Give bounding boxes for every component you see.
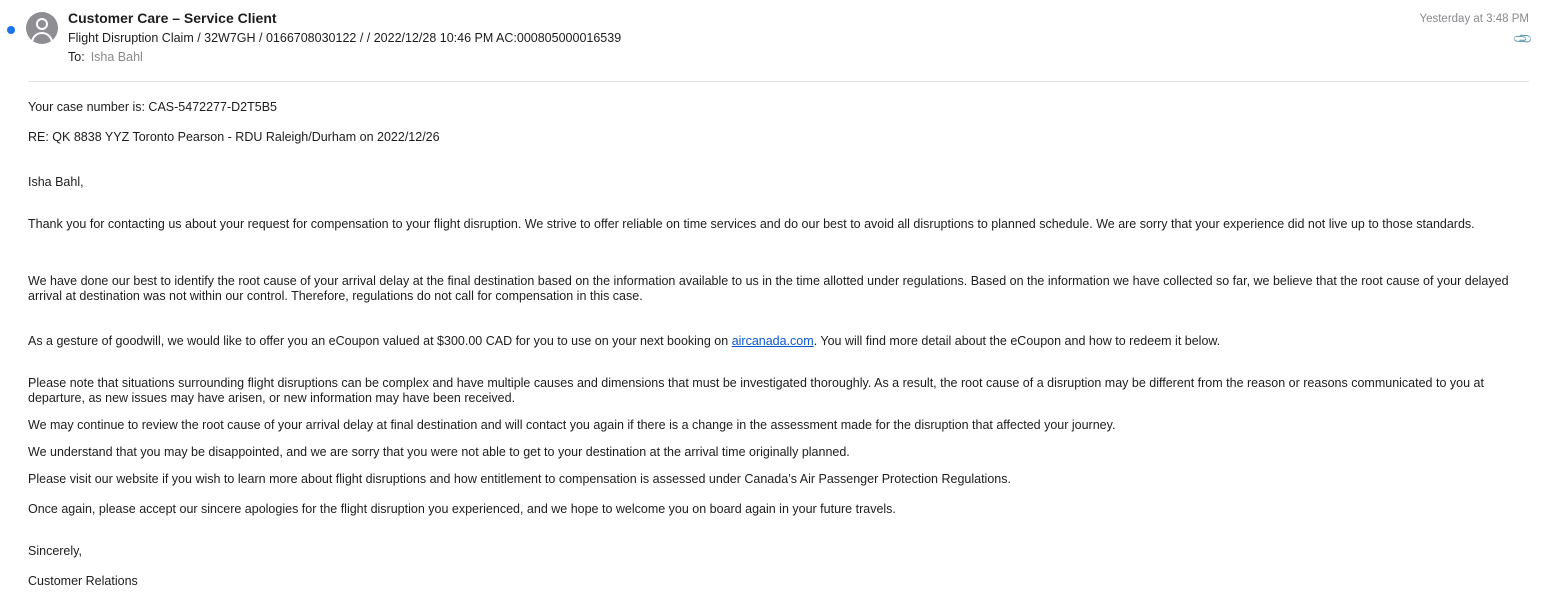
case-number: Your case number is: CAS-5472277-D2T5B5: [28, 100, 277, 114]
paragraph-6: We understand that you may be disappointed, and we are sorry that you were not able to get to your destination at the arrival time originally planned.: [28, 445, 850, 459]
signature: Customer Relations: [28, 574, 138, 588]
sender-avatar: [26, 12, 58, 44]
paragraph-2: We have done our best to identify the root cause of your arrival delay at the final destination based on the information available to us in the time allotted under regulations. Based on the information we have collected so far, we believe that the root cause of your delayed arrival at destination was not within our control. Therefore, regulations do not call for compensation in this case.: [28, 274, 1509, 303]
sender-name: Customer Care – Service Client: [68, 10, 277, 26]
paragraph-3-text: As a gesture of goodwill, we would like to offer you an eCoupon valued at $300.00 CAD for you to use on your next booking on: [28, 334, 732, 348]
email-subject: Flight Disruption Claim / 32W7GH / 0166708030122 / / 2022/12/28 10:46 PM AC:000805000016539: [68, 31, 622, 45]
unread-indicator: [7, 26, 15, 34]
paragraph-5: We may continue to review the root cause of your arrival delay at final destination and will contact you again if there is a change in the assessment made for the disruption that affected your journey.: [28, 418, 1116, 432]
paragraph-3-text-end: . You will find more detail about the eCoupon and how to redeem it below.: [813, 334, 1221, 348]
paragraph-7: Please visit our website if you wish to learn more about flight disruptions and how entitlement to compensation is assessed under Canada’s Air Passenger Protection Regulations.: [28, 472, 1011, 486]
paragraph-1: Thank you for contacting us about your request for compensation to your flight disruption. We strive to offer reliable on time services and do our best to avoid all disruptions to planned schedule. We are sorry that your experience did not live up to those standards.: [28, 217, 1475, 231]
paragraph-8: Once again, please accept our sincere apologies for the flight disruption you experienced, and we hope to welcome you on board again in your future travels.: [28, 502, 896, 516]
to-label: To:: [68, 50, 85, 64]
attachment-icon[interactable]: 📎: [1511, 27, 1534, 50]
recipient-name[interactable]: Isha Bahl: [90, 50, 143, 64]
recipient-line: [68, 50, 143, 64]
header-divider: [28, 81, 1529, 82]
closing: Sincerely,: [28, 544, 82, 558]
paragraph-4: Please note that situations surrounding flight disruptions can be complex and have multiple causes and dimensions that must be investigated thoroughly. As a result, the root cause of a disruption may be different from the reason or reasons communicated to you at departure, as new issues may have arisen, or new information may have been received.: [28, 376, 1484, 405]
email-date: Yesterday at 3:48 PM: [1419, 13, 1529, 25]
aircanada-link[interactable]: aircanada.com: [731, 334, 814, 348]
paragraph-3: [28, 334, 1543, 349]
greeting: Isha Bahl,: [28, 175, 84, 189]
re-line: RE: QK 8838 YYZ Toronto Pearson - RDU Raleigh/Durham on 2022/12/26: [28, 130, 440, 144]
